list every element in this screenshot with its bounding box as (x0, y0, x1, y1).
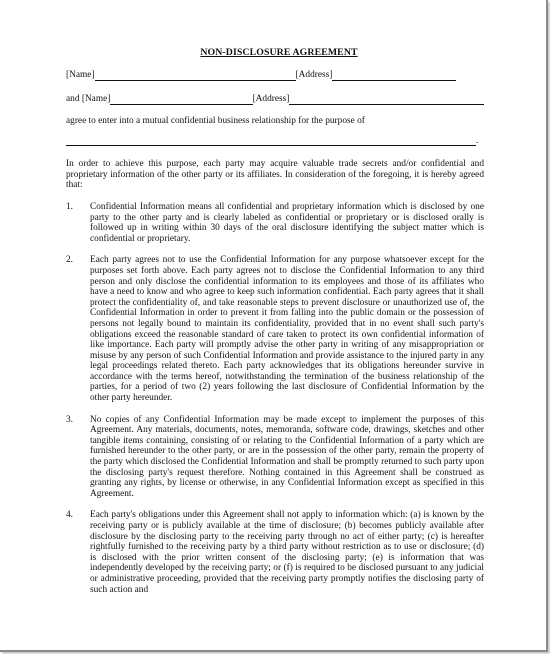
clause-number: 3. (66, 414, 74, 425)
party-two-name-blank[interactable] (110, 95, 252, 105)
party-one-name-blank[interactable] (95, 71, 296, 81)
party-one-address-blank[interactable] (332, 71, 456, 81)
clause-1 (66, 202, 484, 244)
party-two-address-blank[interactable] (289, 95, 484, 105)
clause-number: 4. (66, 510, 74, 521)
clause-4 (66, 510, 484, 595)
clause-number: 1. (66, 201, 74, 212)
party-two-line (66, 92, 484, 105)
clause-text: No copies of any Confidential Information may be made except to implement the purposes of this Agreement. Any materials, documents, notes, memoranda, software code, drawings, sketches and other tangible items containing, consisting of or relating to the Confidential Information of a party which are furnished hereunder to the other party, or are in the possession of the other party, remain the property of the party which disclosed the Confidential Information and shall be promptly returned to such party upon the disclosing party's request therefore. Nothing contained in this Agreement shall be construed as granting any rights, by license or otherwise, in any Confidential Information except as specified in this Agreement. (90, 414, 484, 499)
clause-2 (66, 255, 484, 403)
party-one-address-label: [Address] (295, 70, 333, 80)
clause-text: Each party agrees not to use the Confidential Information for any purpose whatsoever except for the purposes set forth above. Each party agrees not to disclose the Confidential Information to any third person and only disclose the confidential information to its employees and those of its affiliates who have a need to know and who agree to keep such information confidential. Each party agrees that it shall protect the confidentiality of, and take reasonable steps to prevent disclosure or unauthorized use of, the Confidential Information in order to prevent it from falling into the public domain or the possession of persons not legally bound to maintain its confidentiality, provided that in no event shall such party's obligations exceed the reasonable standard of care taken to protect its own confidential information of like importance. Each party will promptly advise the other party in writing of any misappropriation or misuse by any person of such Confidential Information and provide assistance to the injured party in any legal proceedings related thereto. Each party acknowledges that its obligations hereunder survive in accordance with the terms hereof, notwithstanding the termination of the business relationship of the parties, for a period of two (2) years following the last disclosure of Confidential Information by the other party hereunder. (90, 255, 484, 404)
clause-text: Confidential Information means all confidential and proprietary information which is disclosed by one party to the other party and is clearly labeled as confidential or proprietary or is disclosed orally is followed up in writing within 30 days of the oral disclosure identifying the subject matter which is confidential or proprietary. (90, 201, 484, 244)
party-one-name-label: [Name] (66, 70, 95, 80)
clause-3 (66, 415, 484, 500)
clause-text: Each party's obligations under this Agreement shall not apply to information which: (a) is known by the receiving party or is publicly available at the time of disclosure; (b) becomes publicly available after disclosure by the disclosing party to the receiving party through no act of either party; (c) is hereafter rightfully furnished to the receiving party by a third party without restriction as to use or disclosure; (d) is disclosed with the prior written consent of the disclosing party; (e) is information that was independently developed by the receiving party; or (f) is required to be disclosed pursuant to any judicial or administrative proceeding, provided that the receiving party promptly notifies the disclosing party of such action and (90, 510, 484, 595)
intro-paragraph: In order to achieve this purpose, each party may acquire valuable trade secrets and/or confidential and proprietary information of the other party or its affiliates. In consideration of the foregoing, it is hereby agreed that: (66, 159, 484, 191)
purpose-blank[interactable] (66, 144, 476, 146)
document-title: NON-DISCLOSURE AGREEMENT (200, 47, 358, 58)
purpose-period: . (476, 136, 479, 147)
party-one-line (66, 68, 484, 81)
clause-number: 2. (66, 255, 74, 266)
party-two-name-label: and [Name] (66, 94, 111, 104)
purpose-statement: agree to enter into a mutual confidential business relationship for the purpose of (66, 115, 365, 126)
party-two-address-label: [Address] (252, 94, 290, 104)
purpose-blank-wrap (66, 136, 484, 147)
document-body (66, 48, 484, 606)
